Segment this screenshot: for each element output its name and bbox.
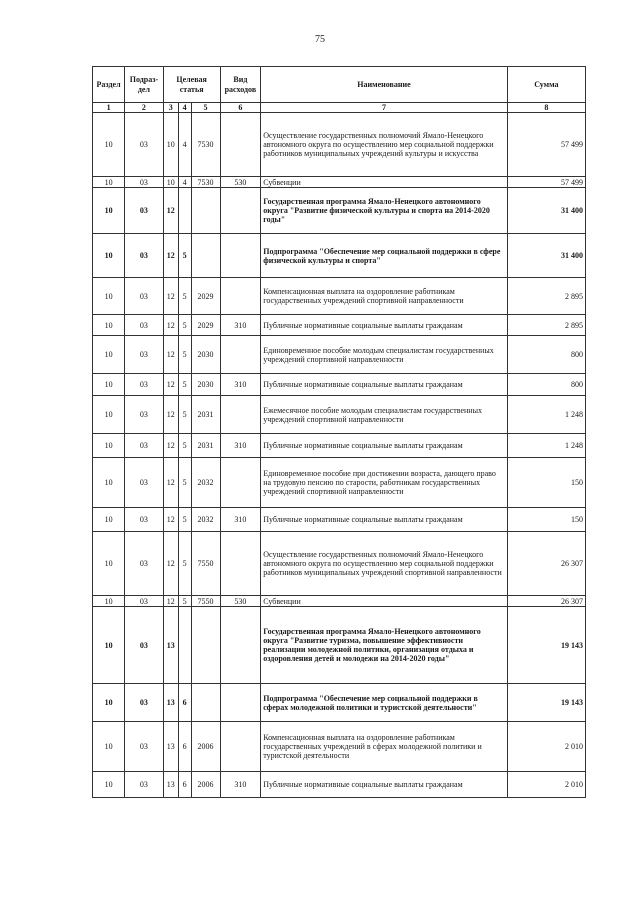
cell-podrazdel: 03: [125, 374, 164, 396]
cell-podrazdel: 03: [125, 508, 164, 532]
cell-razdel: 10: [93, 508, 125, 532]
cell-razdel: 10: [93, 278, 125, 315]
col-number: 2: [125, 103, 164, 113]
cell-cel-3: 2032: [191, 508, 220, 532]
cell-vid: 310: [220, 374, 261, 396]
cell-cel-3: 7530: [191, 177, 220, 188]
cell-cel-1: 12: [163, 188, 178, 234]
table-row: [93, 607, 586, 684]
cell-name: Единовременное пособие молодым специалистам государственных учреждений спортивной направленности: [261, 336, 507, 374]
cell-cel-1: 12: [163, 374, 178, 396]
cell-vid: 530: [220, 596, 261, 607]
cell-razdel: 10: [93, 458, 125, 508]
cell-sum: 2 010: [507, 722, 585, 772]
cell-sum: 19 143: [507, 607, 585, 684]
cell-vid: [220, 396, 261, 434]
cell-cel-2: 6: [178, 684, 191, 722]
cell-cel-1: 13: [163, 607, 178, 684]
cell-cel-2: 5: [178, 434, 191, 458]
cell-sum: 31 400: [507, 234, 585, 278]
col-number: 1: [93, 103, 125, 113]
cell-cel-3: 7550: [191, 596, 220, 607]
cell-vid: 310: [220, 315, 261, 336]
cell-sum: 800: [507, 374, 585, 396]
table-row: [93, 434, 586, 458]
cell-vid: [220, 722, 261, 772]
cell-cel-2: 4: [178, 113, 191, 177]
budget-table: [92, 66, 586, 798]
cell-cel-1: 12: [163, 596, 178, 607]
col-number: 7: [261, 103, 507, 113]
table-row: [93, 234, 586, 278]
page-number: 75: [315, 34, 325, 45]
cell-name: Государственная программа Ямало-Ненецкого автономного округа "Развитие туризма, повышение эффективности реализации молодежной политики, организация отдыха и оздоровления детей и молодежи на 2014-2020 годы": [261, 607, 507, 684]
cell-cel-1: 13: [163, 722, 178, 772]
cell-name: Компенсационная выплата на оздоровление работникам государственных учреждений в сферах молодежной политики и туристской деятельности: [261, 722, 507, 772]
cell-vid: [220, 607, 261, 684]
cell-cel-1: 12: [163, 434, 178, 458]
cell-name: Публичные нормативные социальные выплаты гражданам: [261, 434, 507, 458]
cell-name: Единовременное пособие при достижении возраста, дающего право на трудовую пенсию по старости, работникам государственных учреждений спортивной направленности: [261, 458, 507, 508]
cell-cel-1: 12: [163, 234, 178, 278]
cell-name: Публичные нормативные социальные выплаты гражданам: [261, 374, 507, 396]
cell-razdel: 10: [93, 177, 125, 188]
cell-cel-3: [191, 188, 220, 234]
cell-cel-3: 2030: [191, 336, 220, 374]
cell-vid: [220, 458, 261, 508]
cell-podrazdel: 03: [125, 188, 164, 234]
table-row: [93, 508, 586, 532]
cell-name: Ежемесячное пособие молодым специалистам государственных учреждений спортивной направленности: [261, 396, 507, 434]
cell-podrazdel: 03: [125, 234, 164, 278]
table-row: [93, 596, 586, 607]
table-row: [93, 458, 586, 508]
cell-sum: 26 307: [507, 596, 585, 607]
cell-razdel: 10: [93, 396, 125, 434]
cell-podrazdel: 03: [125, 278, 164, 315]
cell-razdel: 10: [93, 188, 125, 234]
cell-cel-3: 2006: [191, 772, 220, 798]
cell-cel-3: 7530: [191, 113, 220, 177]
cell-razdel: 10: [93, 113, 125, 177]
table-row: [93, 772, 586, 798]
cell-razdel: 10: [93, 684, 125, 722]
cell-name: Субвенции: [261, 596, 507, 607]
cell-podrazdel: 03: [125, 772, 164, 798]
cell-cel-2: [178, 188, 191, 234]
cell-cel-2: 5: [178, 458, 191, 508]
table-row: [93, 177, 586, 188]
cell-name: Публичные нормативные социальные выплаты гражданам: [261, 772, 507, 798]
table-row: [93, 684, 586, 722]
cell-podrazdel: 03: [125, 113, 164, 177]
header-podrazdel: Подраз-дел: [125, 67, 164, 103]
header-naimenovanie: Наименование: [261, 67, 507, 103]
cell-podrazdel: 03: [125, 315, 164, 336]
cell-cel-2: 5: [178, 396, 191, 434]
cell-vid: [220, 278, 261, 315]
cell-vid: [220, 684, 261, 722]
cell-cel-3: 2031: [191, 434, 220, 458]
cell-sum: 19 143: [507, 684, 585, 722]
cell-sum: 57 499: [507, 177, 585, 188]
cell-cel-3: 2030: [191, 374, 220, 396]
cell-sum: 2 010: [507, 772, 585, 798]
cell-cel-1: 13: [163, 772, 178, 798]
cell-podrazdel: 03: [125, 607, 164, 684]
cell-podrazdel: 03: [125, 434, 164, 458]
cell-cel-1: 12: [163, 458, 178, 508]
cell-podrazdel: 03: [125, 177, 164, 188]
cell-cel-3: 7550: [191, 532, 220, 596]
cell-vid: 310: [220, 434, 261, 458]
cell-cel-3: 2031: [191, 396, 220, 434]
cell-name: Осуществление государственных полномочий Ямало-Ненецкого автономного округа по осуществлению мер социальной поддержки работников муниципальных учреждений культуры и искусства: [261, 113, 507, 177]
cell-cel-1: 13: [163, 684, 178, 722]
cell-cel-1: 12: [163, 336, 178, 374]
table-row: [93, 278, 586, 315]
cell-cel-1: 12: [163, 532, 178, 596]
cell-cel-3: [191, 607, 220, 684]
cell-cel-3: 2029: [191, 278, 220, 315]
cell-cel-3: [191, 684, 220, 722]
cell-cel-2: 5: [178, 596, 191, 607]
cell-razdel: 10: [93, 722, 125, 772]
cell-cel-1: 12: [163, 278, 178, 315]
col-number: 8: [507, 103, 585, 113]
col-number: 4: [178, 103, 191, 113]
cell-cel-2: 5: [178, 508, 191, 532]
cell-vid: [220, 336, 261, 374]
cell-vid: [220, 188, 261, 234]
table-row: [93, 374, 586, 396]
cell-razdel: 10: [93, 336, 125, 374]
cell-cel-3: 2029: [191, 315, 220, 336]
cell-name: Публичные нормативные социальные выплаты гражданам: [261, 315, 507, 336]
cell-razdel: 10: [93, 772, 125, 798]
cell-podrazdel: 03: [125, 684, 164, 722]
cell-vid: 310: [220, 508, 261, 532]
cell-razdel: 10: [93, 596, 125, 607]
cell-podrazdel: 03: [125, 722, 164, 772]
cell-cel-3: [191, 234, 220, 278]
cell-sum: 2 895: [507, 315, 585, 336]
cell-cel-3: 2032: [191, 458, 220, 508]
header-vid-rashodov: Вид расходов: [220, 67, 261, 103]
cell-cel-3: 2006: [191, 722, 220, 772]
cell-name: Осуществление государственных полномочий Ямало-Ненецкого автономного округа по осуществлению мер социальной поддержки работников муниципальных учреждений спортивной направленности: [261, 532, 507, 596]
cell-cel-1: 12: [163, 396, 178, 434]
cell-sum: 150: [507, 508, 585, 532]
cell-cel-2: 5: [178, 374, 191, 396]
col-number: 5: [191, 103, 220, 113]
cell-vid: [220, 113, 261, 177]
table-row: [93, 722, 586, 772]
cell-vid: 310: [220, 772, 261, 798]
cell-sum: 800: [507, 336, 585, 374]
cell-name: Компенсационная выплата на оздоровление работникам государственных учреждений спортивной направленности: [261, 278, 507, 315]
cell-podrazdel: 03: [125, 458, 164, 508]
cell-sum: 31 400: [507, 188, 585, 234]
cell-name: Субвенции: [261, 177, 507, 188]
cell-sum: 150: [507, 458, 585, 508]
cell-cel-1: 12: [163, 508, 178, 532]
cell-name: Подпрограмма "Обеспечение мер социальной поддержки в сферах молодежной политики и туристской деятельности": [261, 684, 507, 722]
cell-cel-2: 6: [178, 772, 191, 798]
cell-cel-2: 5: [178, 336, 191, 374]
cell-vid: [220, 234, 261, 278]
cell-cel-1: 10: [163, 113, 178, 177]
table-row: [93, 188, 586, 234]
table-row: [93, 315, 586, 336]
cell-razdel: 10: [93, 532, 125, 596]
cell-cel-2: 5: [178, 234, 191, 278]
cell-podrazdel: 03: [125, 396, 164, 434]
cell-razdel: 10: [93, 434, 125, 458]
header-row: [93, 67, 586, 103]
cell-cel-2: 6: [178, 722, 191, 772]
cell-cel-2: [178, 607, 191, 684]
cell-cel-1: 12: [163, 315, 178, 336]
cell-cel-2: 4: [178, 177, 191, 188]
cell-podrazdel: 03: [125, 532, 164, 596]
cell-vid: 530: [220, 177, 261, 188]
cell-cel-2: 5: [178, 532, 191, 596]
cell-name: Государственная программа Ямало-Ненецкого автономного округа "Развитие физической культуры и спорта на 2014-2020 годы": [261, 188, 507, 234]
cell-sum: 1 248: [507, 396, 585, 434]
cell-razdel: 10: [93, 315, 125, 336]
cell-name: Подпрограмма "Обеспечение мер социальной поддержки в сфере физической культуры и спорта": [261, 234, 507, 278]
header-celevaya-statya: Целевая статья: [163, 67, 220, 103]
table-row: [93, 532, 586, 596]
cell-cel-2: 5: [178, 315, 191, 336]
cell-razdel: 10: [93, 607, 125, 684]
column-number-row: [93, 103, 586, 113]
cell-razdel: 10: [93, 374, 125, 396]
cell-sum: 26 307: [507, 532, 585, 596]
cell-podrazdel: 03: [125, 596, 164, 607]
cell-cel-1: 10: [163, 177, 178, 188]
cell-sum: 2 895: [507, 278, 585, 315]
col-number: 3: [163, 103, 178, 113]
table-row: [93, 336, 586, 374]
cell-sum: 1 248: [507, 434, 585, 458]
header-razdel: Раздел: [93, 67, 125, 103]
table-row: [93, 113, 586, 177]
cell-vid: [220, 532, 261, 596]
header-summa: Сумма: [507, 67, 585, 103]
cell-cel-2: 5: [178, 278, 191, 315]
cell-podrazdel: 03: [125, 336, 164, 374]
cell-razdel: 10: [93, 234, 125, 278]
cell-sum: 57 499: [507, 113, 585, 177]
cell-name: Публичные нормативные социальные выплаты гражданам: [261, 508, 507, 532]
table-row: [93, 396, 586, 434]
col-number: 6: [220, 103, 261, 113]
